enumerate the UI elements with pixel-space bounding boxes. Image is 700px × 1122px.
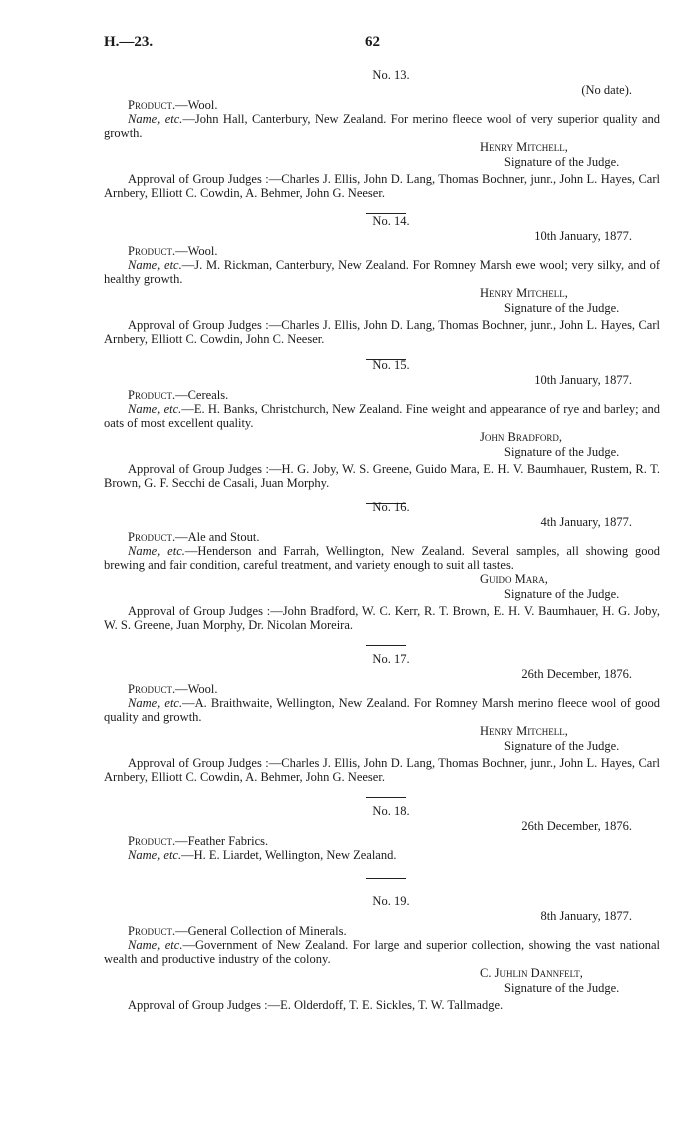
product-label: Product. xyxy=(128,529,176,544)
product-line: Product.—Wool. xyxy=(128,681,218,696)
product-label: Product. xyxy=(128,923,176,938)
separator-rule xyxy=(366,645,406,646)
approval-line xyxy=(104,756,660,785)
product-value: Ale and Stout. xyxy=(187,529,260,544)
product-line: Product.—Wool. xyxy=(128,243,218,258)
approval-judges: E. Olderdoff, T. E. Sickles, T. W. Tallmadge. xyxy=(280,998,504,1013)
name-label: Name, etc. xyxy=(128,401,182,416)
product-label: Product. xyxy=(128,97,176,112)
product-line: Product.—General Collection of Minerals. xyxy=(128,923,347,938)
entry-number: No. 19. xyxy=(372,894,410,908)
signature-title: Signature of the Judge. xyxy=(504,980,620,995)
award-entry xyxy=(104,358,660,504)
approval-judges: Charles J. Ellis, John D. Lang, Thomas Bochner, junr., John L. Hayes, Carl Arnbery, Elliott C. Cowdin, A. Behmer, John G. Neeser. xyxy=(104,172,660,201)
approval-judges: John Bradford, W. C. Kerr, R. T. Brown, E. H. V. Baumhauer, H. G. Joby, W. S. Greene, Juan Morphy, Dr. Nicolan Moreira. xyxy=(104,604,660,633)
entry-number: No. 17. xyxy=(372,652,410,666)
judge-name: Henry Mitchell, xyxy=(480,286,568,301)
signature-block xyxy=(104,430,660,459)
name-line: Name, etc.—J. M. Rickman, Canterbury, New Zealand. For Romney Marsh ewe wool; very silky, and of healthy growth. xyxy=(104,257,661,287)
name-line: Name, etc.—Henderson and Farrah, Wellington, New Zealand. Several samples, all showing good brewing and fair condition, careful treatment, and variety enough to suit all tastes. xyxy=(104,543,660,573)
approval-line xyxy=(104,604,660,633)
signature-block xyxy=(104,966,660,995)
product-value: Feather Fabrics. xyxy=(187,833,269,848)
entry-date: 26th December, 1876. xyxy=(521,667,632,682)
separator-rule xyxy=(366,878,406,879)
entry-date: (No date). xyxy=(581,83,632,98)
name-label: Name, etc. xyxy=(128,111,183,126)
approval-line xyxy=(104,462,660,491)
judge-name: John Bradford, xyxy=(480,430,562,445)
name-value: John Hall, Canterbury, New Zealand. For merino fleece wool of very superior quality and growth. xyxy=(104,111,661,141)
signature-title: Signature of the Judge. xyxy=(504,738,620,753)
approval-label: Approval of Group Judges :— xyxy=(128,172,282,187)
approval-label: Approval of Group Judges :— xyxy=(128,756,282,771)
product-label: Product. xyxy=(128,243,176,258)
product-value: Wool. xyxy=(187,243,218,258)
name-label: Name, etc. xyxy=(128,937,183,952)
approval-label: Approval of Group Judges :— xyxy=(128,462,282,477)
approval-line xyxy=(104,318,660,347)
judge-name: Guido Mara, xyxy=(480,572,548,587)
approval-line xyxy=(104,172,660,201)
name-label: Name, etc. xyxy=(128,847,182,862)
signature-block xyxy=(104,286,660,315)
name-value: Henderson and Farrah, Wellington, New Zealand. Several samples, all showing good brewing and fair condition, careful treatment, and variety enough to suit all tastes. xyxy=(104,543,660,573)
name-line: Name, etc.—E. H. Banks, Christchurch, New Zealand. Fine weight and appearance of rye and barley; and oats of most excellent quality. xyxy=(104,401,660,431)
award-entry xyxy=(104,652,660,798)
award-entry xyxy=(104,804,660,879)
approval-label: Approval of Group Judges :— xyxy=(128,318,282,333)
name-line: Name, etc.—A. Braithwaite, Wellington, New Zealand. For Romney Marsh merino fleece wool of good quality and growth. xyxy=(104,695,661,725)
judge-name: Henry Mitchell, xyxy=(480,140,568,155)
entry-number: No. 18. xyxy=(372,804,410,818)
entry-date: 8th January, 1877. xyxy=(540,909,632,924)
product-label: Product. xyxy=(128,387,176,402)
name-label: Name, etc. xyxy=(128,695,183,710)
product-label: Product. xyxy=(128,681,176,696)
signature-title: Signature of the Judge. xyxy=(504,444,620,459)
entry-number: No. 14. xyxy=(372,214,410,228)
entry-date: 10th January, 1877. xyxy=(534,229,632,244)
product-line: Product.—Wool. xyxy=(128,97,218,112)
signature-block xyxy=(104,572,660,601)
signature-title: Signature of the Judge. xyxy=(504,300,620,315)
entry-date: 26th December, 1876. xyxy=(521,819,632,834)
signature-block xyxy=(104,724,660,753)
award-entry xyxy=(104,500,660,646)
name-label: Name, etc. xyxy=(128,543,185,558)
document-reference: H.—23. xyxy=(104,34,154,50)
approval-label: Approval of Group Judges :— xyxy=(128,998,281,1013)
entry-number: No. 16. xyxy=(372,500,410,514)
product-line: Product.—Feather Fabrics. xyxy=(128,833,269,848)
name-value: A. Braithwaite, Wellington, New Zealand. For Romney Marsh merino fleece wool of good quality and growth. xyxy=(104,695,661,725)
product-label: Product. xyxy=(128,833,176,848)
name-line: Name, etc.—H. E. Liardet, Wellington, New Zealand. xyxy=(128,847,397,862)
judge-name: Henry Mitchell, xyxy=(480,724,568,739)
entry-number: No. 13. xyxy=(372,68,410,82)
page-number: 62 xyxy=(365,34,380,50)
entry-number: No. 15. xyxy=(372,358,410,372)
name-value: E. H. Banks, Christchurch, New Zealand. Fine weight and appearance of rye and barley; and oats of most excellent quality. xyxy=(104,401,660,431)
approval-judges: Charles J. Ellis, John D. Lang, Thomas Bochner, junr., John L. Hayes, Carl Arnbery, Elliott C. Cowdin, A. Behmer, John G. Neeser. xyxy=(104,756,660,785)
award-entry xyxy=(104,68,660,214)
name-value: Government of New Zealand. For large and superior collection, showing the vast national wealth and productive industry of the colony. xyxy=(104,937,660,967)
approval-line xyxy=(104,998,660,1012)
separator-rule xyxy=(366,797,406,798)
product-value: Wool. xyxy=(187,681,218,696)
signature-block xyxy=(104,140,660,169)
award-entry xyxy=(104,894,660,1012)
approval-judges: H. G. Joby, W. S. Greene, Guido Mara, E. H. V. Baumhauer, Rustem, R. T. Brown, G. F. Secchi de Casali, Juan Morphy. xyxy=(104,462,660,491)
product-line: Product.—Ale and Stout. xyxy=(128,529,260,544)
signature-title: Signature of the Judge. xyxy=(504,586,620,601)
name-value: J. M. Rickman, Canterbury, New Zealand. For Romney Marsh ewe wool; very silky, and of healthy growth. xyxy=(104,257,661,287)
entry-date: 10th January, 1877. xyxy=(534,373,632,388)
product-value: General Collection of Minerals. xyxy=(187,923,347,938)
name-label: Name, etc. xyxy=(128,257,182,272)
page-header xyxy=(0,34,700,54)
name-line: Name, etc.—John Hall, Canterbury, New Zealand. For merino fleece wool of very superior quality and growth. xyxy=(104,111,661,141)
approval-judges: Charles J. Ellis, John D. Lang, Thomas Bochner, junr., John L. Hayes, Carl Arnbery, Elliott C. Cowdin, John C. Neeser. xyxy=(104,318,660,347)
product-line: Product.—Cereals. xyxy=(128,387,229,402)
approval-label: Approval of Group Judges :— xyxy=(128,604,283,619)
product-value: Wool. xyxy=(187,97,218,112)
product-value: Cereals. xyxy=(187,387,229,402)
name-line: Name, etc.—Government of New Zealand. For large and superior collection, showing the vast national wealth and productive industry of the colony. xyxy=(104,937,660,967)
entry-date: 4th January, 1877. xyxy=(540,515,632,530)
award-entry xyxy=(104,214,660,360)
signature-title: Signature of the Judge. xyxy=(504,154,620,169)
name-value: H. E. Liardet, Wellington, New Zealand. xyxy=(193,847,397,862)
judge-name: C. Juhlin Dannfelt, xyxy=(480,966,583,981)
